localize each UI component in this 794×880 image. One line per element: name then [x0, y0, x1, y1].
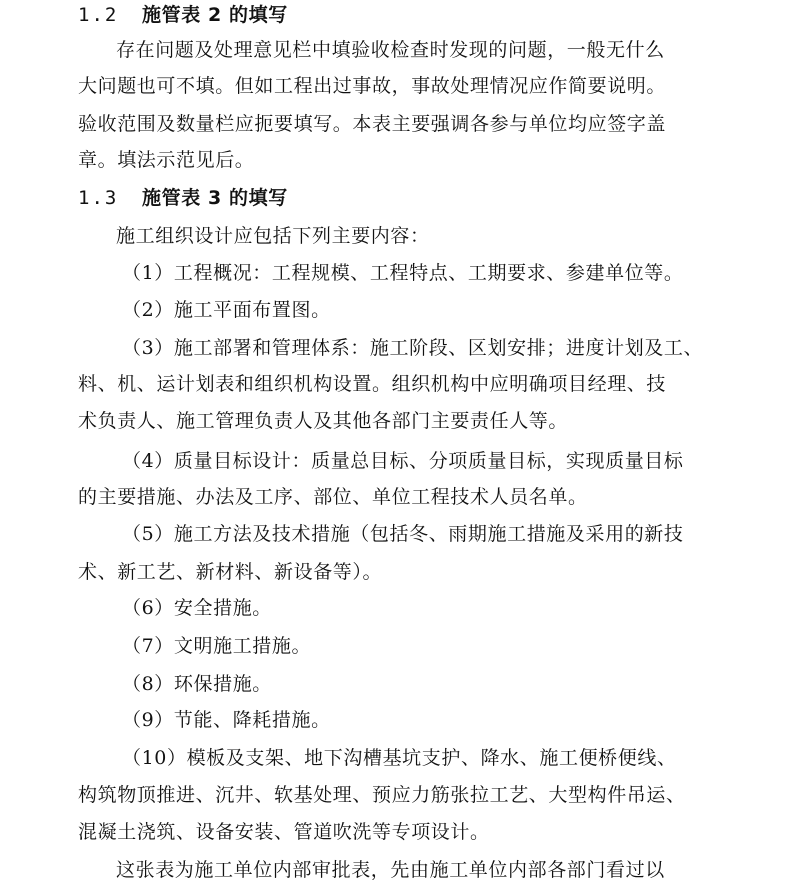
list-item-7: （7）文明施工措施。	[122, 635, 312, 657]
section-title: 施管表 2 的填写	[142, 4, 288, 26]
list-item-5: （5）施工方法及技术措施（包括冬、雨期施工措施及采用的新技	[122, 523, 684, 545]
list-item-1: （1）工程概况：工程规模、工程特点、工期要求、参建单位等。	[122, 262, 684, 284]
section-number: 1.2	[78, 4, 119, 26]
list-item-3-cont: 料、机、运计划表和组织机构设置。组织机构中应明确项目经理、技	[78, 373, 667, 395]
list-item-6: （6）安全措施。	[122, 597, 272, 619]
closing-line: 这张表为施工单位内部审批表，先由施工单位内部各部门看过以	[116, 859, 665, 880]
list-item-4-cont: 的主要措施、办法及工序、部位、单位工程技术人员名单。	[78, 486, 588, 508]
paragraph-line: 存在问题及处理意见栏中填验收检查时发现的问题，一般无什么	[116, 39, 665, 61]
section-number: 1.3	[78, 187, 119, 209]
section-heading-1-3	[78, 186, 288, 210]
list-item-10: （10）模板及支架、地下沟槽基坑支护、降水、施工便桥便线、	[122, 747, 677, 769]
intro-line: 施工组织设计应包括下列主要内容：	[116, 225, 430, 247]
list-item-5-cont: 术、新工艺、新材料、新设备等）。	[78, 561, 383, 583]
list-item-3-cont: 术负责人、施工管理负责人及其他各部门主要责任人等。	[78, 410, 569, 432]
list-item-2: （2）施工平面布置图。	[122, 299, 331, 321]
list-item-9: （9）节能、降耗措施。	[122, 709, 331, 731]
paragraph-line: 验收范围及数量栏应扼要填写。本表主要强调各参与单位均应签字盖	[78, 113, 667, 135]
list-item-10-cont: 构筑物顶推进、沉井、软基处理、预应力筋张拉工艺、大型构件吊运、	[78, 784, 686, 806]
paragraph-line: 章。填法示范见后。	[78, 149, 255, 171]
list-item-10-cont: 混凝土浇筑、设备安装、管道吹洗等专项设计。	[78, 821, 490, 843]
list-item-3: （3）施工部署和管理体系：施工阶段、区划安排；进度计划及工、	[122, 337, 704, 359]
list-item-4: （4）质量目标设计：质量总目标、分项质量目标，实现质量目标	[122, 450, 684, 472]
list-item-8: （8）环保措施。	[122, 673, 272, 695]
paragraph-line: 大问题也可不填。但如工程出过事故，事故处理情况应作简要说明。	[78, 75, 667, 97]
section-heading-1-2	[78, 3, 288, 27]
section-title: 施管表 3 的填写	[142, 187, 288, 209]
